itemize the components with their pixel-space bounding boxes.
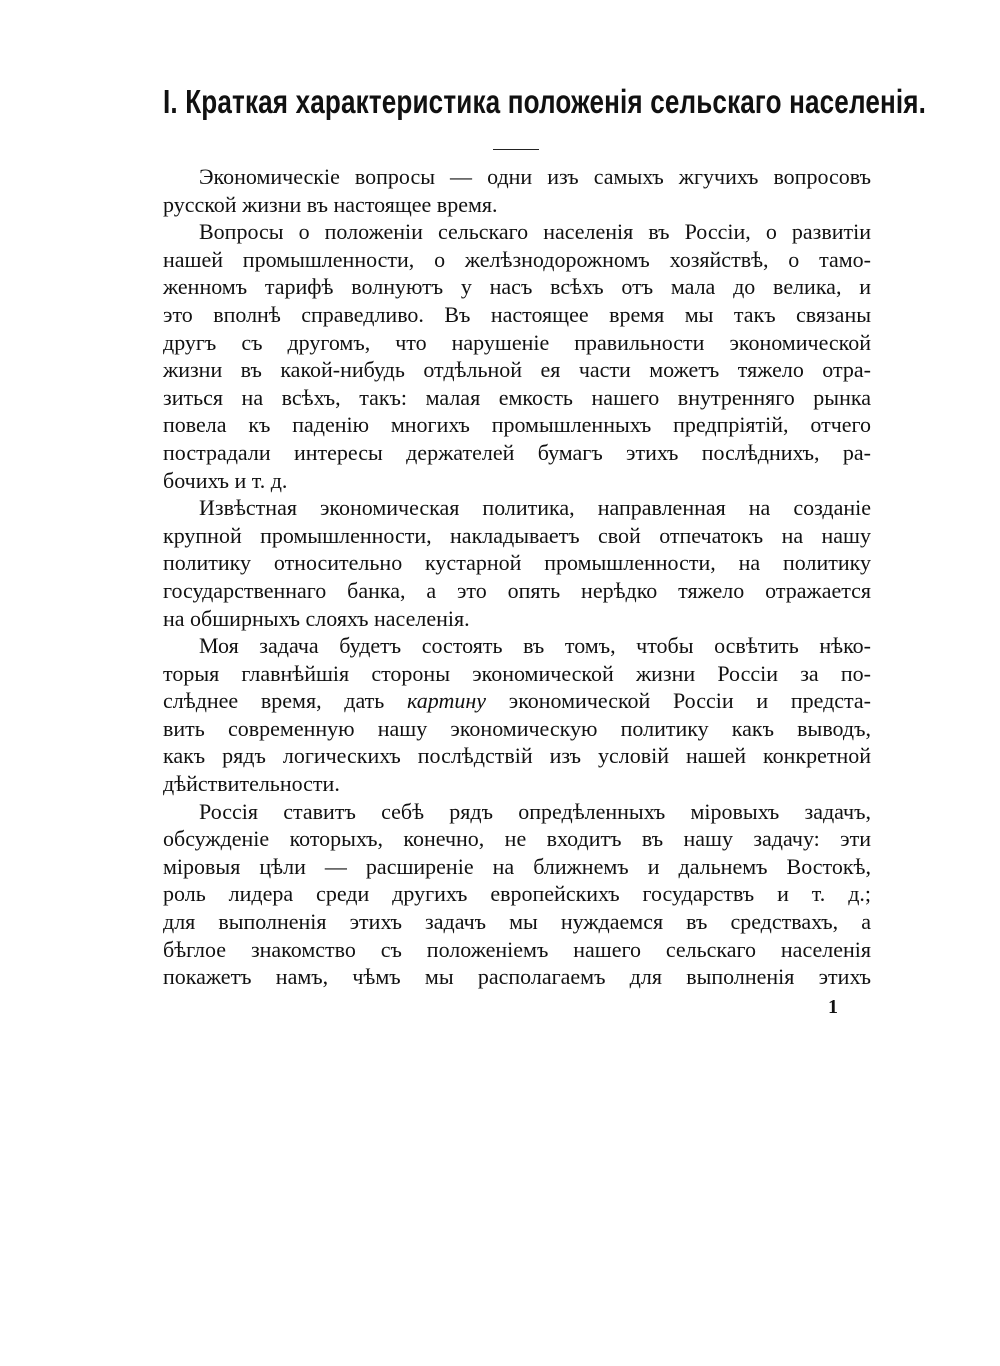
text-fragment: экономической Россіи и предста- <box>508 688 871 714</box>
text-line: крупной промышленности, накладываетъ свой отпечатокъ на нашу <box>163 522 871 548</box>
text-line: Моя задача будетъ состоять въ томъ, чтобы освѣтить нѣко- <box>199 633 871 659</box>
text-line: Извѣстная экономическая политика, направленная на созданіе <box>199 495 871 521</box>
text-line: пострадали интересы держателей бумагъ этихъ послѣднихъ, ра- <box>163 439 871 465</box>
text-line: зиться на всѣхъ, такъ: малая емкость нашего внутренняго рынка <box>163 384 871 410</box>
text-line: торыя главнѣйшія стороны экономической жизни Россіи за по- <box>163 660 871 686</box>
text-line: бочихъ и т. д. <box>163 467 288 493</box>
page-number: 1 <box>828 996 838 1018</box>
text-line: для выполненія этихъ задачъ мы нуждаемся въ средствахъ, а <box>163 909 871 935</box>
text-line: жизни въ какой-нибудь отдѣльной ея части можетъ тяжело отра- <box>163 357 871 383</box>
text-line: обсужденіе которыхъ, конечно, не входитъ въ нашу задачу: эти <box>163 826 871 852</box>
text-line: Россія ставитъ себѣ рядъ опредѣленныхъ міровыхъ задачъ, <box>199 798 871 824</box>
text-line: бѣглое знакомство съ положеніемъ нашего сельскаго населенія <box>163 936 871 962</box>
text-line: Экономическіе вопросы — одни изъ самыхъ жгучихъ вопросовъ <box>199 164 871 189</box>
text-line: вить современную нашу экономическую политику какъ выводъ, <box>163 715 871 741</box>
text-line: роль лидера среди другихъ европейскихъ государствъ и т. д.; <box>163 881 871 907</box>
paragraph-4 <box>163 632 871 798</box>
text-line: государственнаго банка, а это опять нерѣдко тяжело отражается <box>163 577 871 603</box>
text-line: міровыя цѣли — расширеніе на ближнемъ и дальнемъ Востокѣ, <box>163 853 871 879</box>
text-line: Вопросы о положеніи сельскаго населенія въ Россіи, о развитіи <box>199 219 871 245</box>
paragraph-3 <box>163 494 871 632</box>
text-line: русской жизни въ настоящее время. <box>163 191 498 217</box>
text-line-mixed <box>163 687 871 715</box>
text-line: на обширныхъ слояхъ населенія. <box>163 605 470 631</box>
emphasized-word: картину <box>407 688 487 714</box>
text-line: это вполнѣ справедливо. Въ настоящее время мы такъ связаны <box>163 301 871 327</box>
text-line: нашей промышленности, о желѣзнодорожномъ хозяйствѣ, о тамо- <box>163 246 871 272</box>
text-line: другъ съ другомъ, что нарушеніе правильности экономической <box>163 329 871 355</box>
text-line: покажетъ намъ, чѣмъ мы располагаемъ для выполненія этихъ <box>163 964 871 990</box>
text-line: политику относительно кустарной промышленности, на политику <box>163 550 871 576</box>
title-divider <box>493 149 539 150</box>
text-fragment: слѣднее время, дать <box>163 688 385 714</box>
paragraph-2 <box>163 218 871 494</box>
paragraph-1 <box>163 163 871 218</box>
body-text <box>163 163 871 991</box>
page-title: I. Краткая характеристика положенія сельскаго населенія. <box>163 83 927 120</box>
text-line: дѣйствительности. <box>163 771 340 797</box>
text-line: какъ рядъ логическихъ послѣдствій изъ условій нашей конкретной <box>163 743 871 769</box>
text-line: повела къ паденію многихъ промышленныхъ предпріятій, отчего <box>163 412 871 438</box>
paragraph-5 <box>163 798 871 991</box>
text-line: женномъ тарифѣ волнуютъ у насъ всѣхъ отъ мала до велика, и <box>163 274 871 300</box>
